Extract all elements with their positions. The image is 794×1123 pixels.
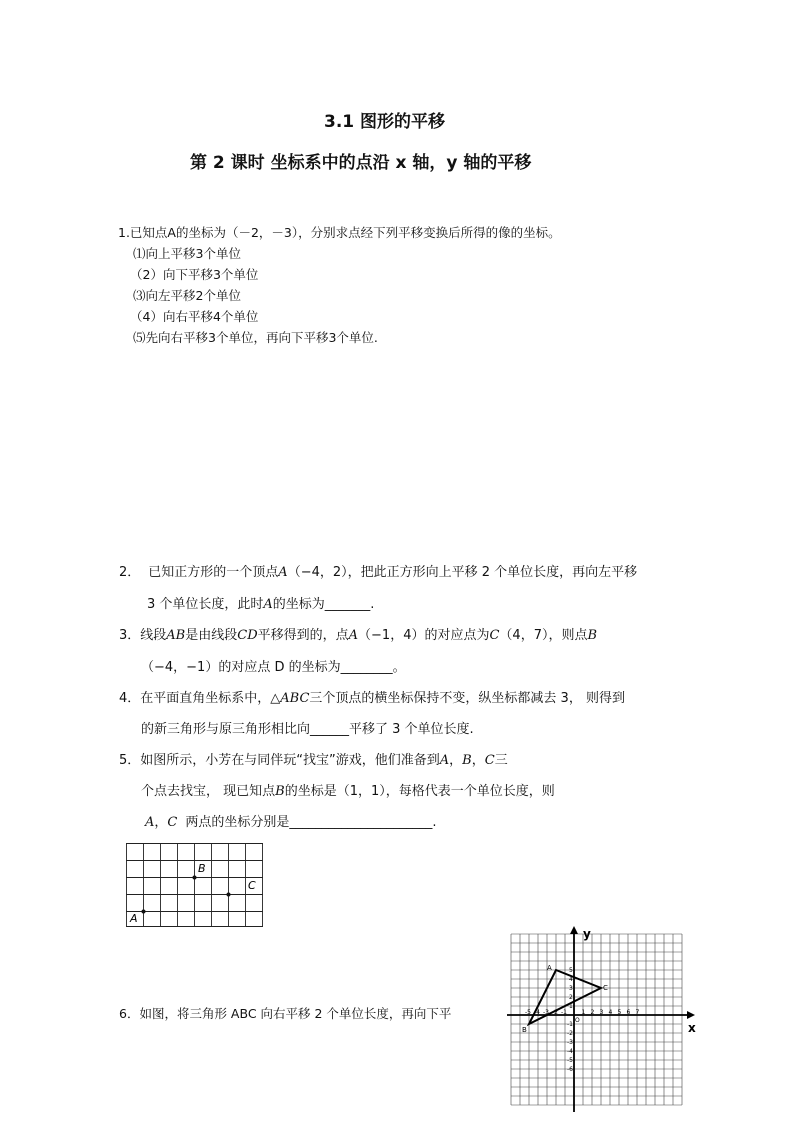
triangle-abc-label: ABC [280,691,310,706]
x-tick-label: 4 [608,1009,613,1016]
separator: ， [154,815,168,830]
question-6-text: 6．如图，将三角形 ABC 向右平移 2 个单位长度，再向下平 [119,1006,452,1021]
point-a-marker [142,910,146,914]
coordinate-graph-figure [505,922,705,1117]
separator: ， [449,753,463,768]
treasure-grid-lines [126,843,263,927]
x-tick-label: -1 [561,1009,567,1016]
question-2-number: 2． [119,565,141,580]
y-tick-label: 3 [569,985,573,992]
point-a-label: A [145,815,155,830]
x-axis-label: x [688,1021,696,1035]
point-b-marker [193,876,197,880]
graph-label-c: C [603,984,608,992]
y-axis-label: y [583,927,591,941]
y-tick-label: -2 [567,1030,573,1037]
x-axis-arrow-icon [687,1011,695,1019]
y-tick-label: -6 [567,1066,573,1073]
point-c-label: C [484,753,495,768]
question-2-line-1 [119,561,637,580]
question-3-text-a: 3．线段 [119,628,167,643]
y-axis-arrow-icon [570,926,578,934]
question-2-text-d: 的坐标为_______. [272,597,375,612]
x-tick-label: 5 [617,1009,622,1016]
point-a-label: A [263,597,273,612]
grid-label-a: A [130,912,138,925]
graph-label-a: A [547,964,552,972]
question-1-item-5: ⑸先向右平移3个单位，再向下平移3个单位. [133,330,378,345]
question-2-text-c: 3 个单位长度，此时 [147,597,264,612]
question-3-text-c: 平移得到的，点 [257,628,349,643]
x-tick-label: -4 [534,1009,540,1016]
question-4-line-2: 的新三角形与原三角形相比向______平移了 3 个单位长度. [141,722,474,737]
question-5-text-b: 三 [494,753,508,768]
x-tick-label: -2 [552,1009,558,1016]
point-c-label: C [489,628,500,643]
grid-label-b: B [198,862,206,875]
question-5-text-a: 5．如图所示，小芳在与同伴玩“找宝”游戏，他们准备到 [119,753,440,768]
x-tick-label: -5 [525,1009,531,1016]
question-1-item-1: ⑴向上平移3个单位 [133,246,241,261]
question-3-text-d: （−1，4）的对应点为 [358,628,490,643]
question-5-text-d: 的坐标是（1，1），每格代表一个单位长度，则 [284,784,555,799]
question-1-item-2: （2）向下平移3个单位 [130,267,259,282]
x-tick-label: 6 [626,1009,631,1016]
question-3-text-e: （4，7），则点 [499,628,588,643]
segment-ab-label: AB [166,628,186,643]
segment-cd-label: CD [237,628,258,643]
question-4-text-a: 4．在平面直角坐标系中，△ [119,691,281,706]
page-subtitle: 第 2 课时 坐标系中的点沿 x 轴，y 轴的平移 [190,153,532,173]
point-c-marker [227,893,231,897]
y-tick-label: 1 [569,1003,573,1010]
page-title: 3.1 图形的平移 [324,112,446,132]
y-tick-labels [567,967,573,1073]
question-1-item-4: （4）向右平移4个单位 [130,309,259,324]
question-4-text-b: 三个顶点的横坐标保持不变，纵坐标都减去 3， 则得到 [309,691,625,706]
question-2-text-a: 已知正方形的一个顶点 [148,565,279,580]
y-tick-label: 4 [569,976,573,983]
x-tick-label: 7 [635,1009,640,1016]
y-tick-label: -5 [567,1057,573,1064]
graph-label-b: B [522,1026,527,1034]
x-tick-label: 1 [581,1009,586,1016]
point-b-label: B [275,784,285,799]
point-b-label: B [462,753,472,768]
separator: ， [471,753,485,768]
question-5-text-c: 个点去找宝， 现已知点 [141,784,276,799]
x-tick-label: 3 [599,1009,604,1016]
question-1-stem: 1.已知点A的坐标为（－2，－3），分别求点经下列平移变换后所得的像的坐标。 [118,225,561,240]
x-tick-label: 2 [590,1009,595,1016]
question-5-text-e: 两点的坐标分别是______________________. [185,815,437,830]
grid-label-c: C [248,879,256,892]
treasure-grid-figure [122,840,268,930]
y-tick-label: -3 [567,1039,573,1046]
y-tick-label: 5 [569,967,573,974]
point-a-label: A [439,753,450,768]
point-a-label: A [278,565,288,580]
question-4-line-1 [119,687,625,706]
origin-label: O [575,1017,580,1024]
question-5-line-1 [119,749,508,768]
y-tick-label: 2 [569,994,573,1001]
point-c-label: C [167,815,178,830]
question-3-text-b: 是由线段 [185,628,238,643]
question-2-line-2 [147,593,374,612]
question-5-line-3 [145,811,437,830]
y-tick-label: -4 [567,1048,573,1055]
question-2-text-b: （−4，2），把此正方形向上平移 2 个单位长度，再向左平移 [287,565,638,580]
question-1-item-3: ⑶向左平移2个单位 [133,288,241,303]
question-5-line-2 [141,780,555,799]
point-b-label: B [587,628,598,643]
question-3-line-2: （−4，−1）的对应点 D 的坐标为________。 [141,660,406,675]
point-a-label: A [348,628,359,643]
x-tick-label: -3 [543,1009,549,1016]
question-3-line-1 [119,624,597,643]
y-tick-label: -1 [567,1021,573,1028]
